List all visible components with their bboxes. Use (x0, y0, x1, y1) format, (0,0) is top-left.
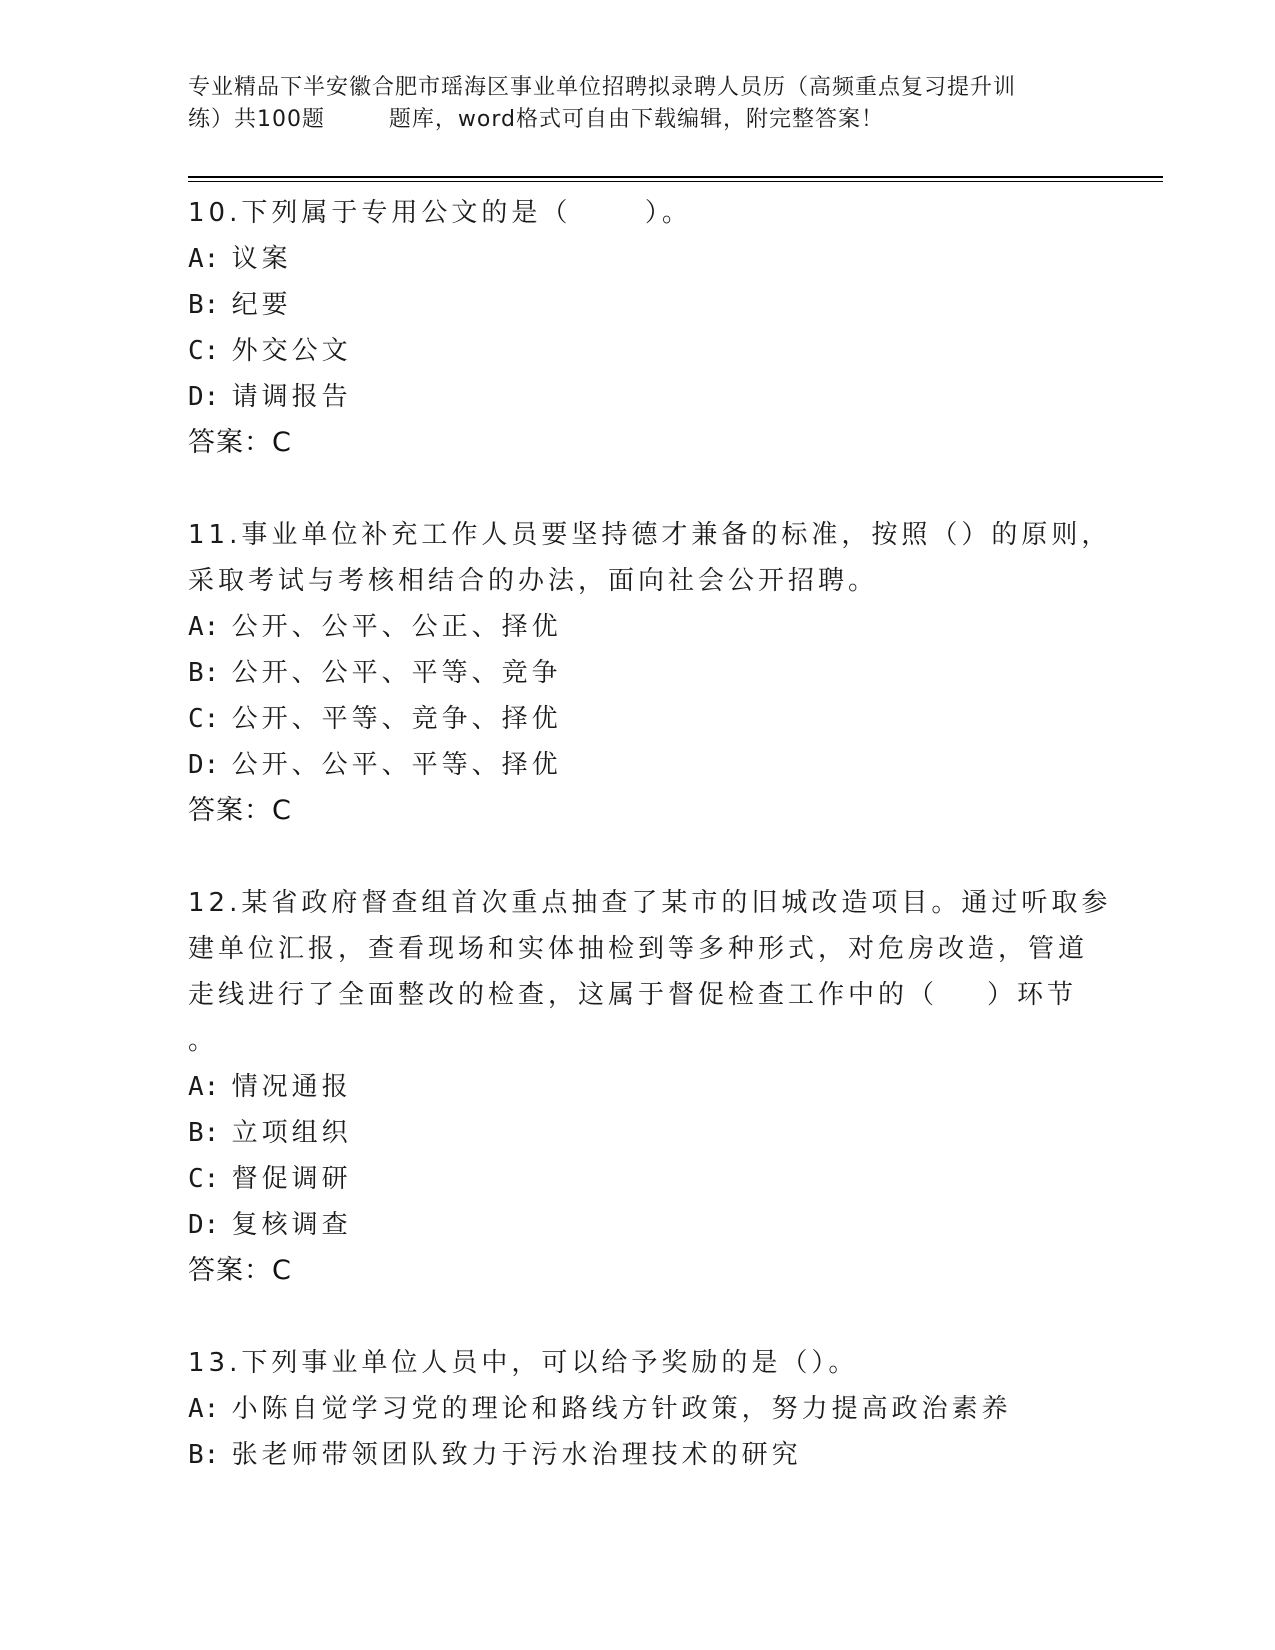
question-list (188, 190, 1128, 1524)
option-text: 公开、公平、公正、择优 (231, 612, 562, 642)
option-letter: B: (188, 1440, 220, 1470)
question-13 (188, 1340, 1128, 1478)
question-text: 建单位汇报，查看现场和实体抽检到等多种形式，对危房改造，管道 (188, 934, 1089, 964)
header-divider-thick (188, 176, 1163, 178)
question-text: 12.某省政府督查组首次重点抽查了某市的旧城改造项目。通过听取参 (188, 888, 1112, 918)
option-letter: D: (188, 1210, 220, 1240)
option-a (188, 604, 1128, 650)
option-text: 请调报告 (231, 382, 352, 412)
option-b (188, 1110, 1128, 1156)
option-text: 外交公文 (231, 336, 352, 366)
question-text: 11.事业单位补充工作人员要坚持德才兼备的标准，按照（）的原则， (188, 520, 1112, 550)
option-d (188, 374, 1128, 420)
option-text: 公开、平等、竞争、择优 (231, 704, 562, 734)
document-header (188, 72, 1088, 136)
option-text: 张老师带领团队致力于污水治理技术的研究 (231, 1440, 802, 1470)
option-text: 复核调查 (231, 1210, 352, 1240)
answer-line: 答案：C (188, 1255, 292, 1286)
option-letter: A: (188, 1072, 220, 1102)
option-letter: B: (188, 658, 220, 688)
answer-line: 答案：C (188, 795, 292, 826)
option-b (188, 650, 1128, 696)
option-letter: D: (188, 382, 220, 412)
question-text: 10.下列属于专用公文的是（ ）。 (188, 198, 692, 228)
question-12 (188, 880, 1128, 1294)
option-letter: A: (188, 244, 220, 274)
header-divider-thin (188, 181, 1163, 182)
option-c (188, 1156, 1128, 1202)
question-text: 。 (188, 1026, 219, 1056)
option-letter: A: (188, 1394, 220, 1424)
option-letter: C: (188, 336, 220, 366)
option-letter: C: (188, 704, 220, 734)
option-text: 情况通报 (231, 1072, 352, 1102)
option-a (188, 1064, 1128, 1110)
header-line-1: 专业精品下半安徽合肥市瑶海区事业单位招聘拟录聘人员历（高频重点复习提升训 (188, 75, 1017, 100)
question-text: 采取考试与考核相结合的办法，面向社会公开招聘。 (188, 566, 879, 596)
question-11 (188, 512, 1128, 834)
option-text: 公开、公平、平等、竞争 (231, 658, 562, 688)
option-d (188, 1202, 1128, 1248)
option-a (188, 236, 1128, 282)
option-a (188, 1386, 1128, 1432)
option-letter: C: (188, 1164, 220, 1194)
question-10 (188, 190, 1128, 466)
option-text: 纪要 (231, 290, 292, 320)
answer-line: 答案：C (188, 427, 292, 458)
option-text: 公开、公平、平等、择优 (231, 750, 562, 780)
option-letter: B: (188, 290, 220, 320)
option-d (188, 742, 1128, 788)
question-text: 走线进行了全面整改的检查，这属于督促检查工作中的（ ）环节 (188, 980, 1078, 1010)
option-text: 议案 (231, 244, 292, 274)
option-letter: B: (188, 1118, 220, 1148)
header-line-2: 练）共100题 题库，word格式可自由下载编辑，附完整答案！ (188, 107, 885, 132)
option-text: 小陈自觉学习党的理论和路线方针政策，努力提高政治素养 (231, 1394, 1012, 1424)
option-text: 立项组织 (231, 1118, 352, 1148)
question-text: 13.下列事业单位人员中，可以给予奖励的是（）。 (188, 1348, 859, 1378)
option-b (188, 1432, 1128, 1478)
option-b (188, 282, 1128, 328)
option-letter: D: (188, 750, 220, 780)
option-letter: A: (188, 612, 220, 642)
option-c (188, 328, 1128, 374)
option-text: 督促调研 (231, 1164, 352, 1194)
option-c (188, 696, 1128, 742)
